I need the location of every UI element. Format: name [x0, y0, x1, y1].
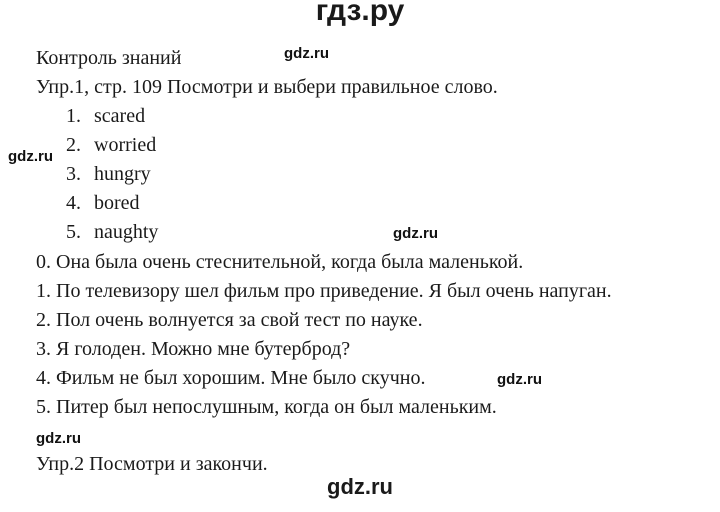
word-list-number: 2. — [66, 134, 81, 156]
word-list-number: 3. — [66, 163, 81, 185]
sentence-line: 2. Пол очень волнуется за свой тест по науке. — [36, 309, 423, 331]
sentence-line: 5. Питер был непослушным, когда он был маленьким. — [36, 396, 497, 418]
word-list-word: bored — [94, 192, 140, 214]
word-list-item — [66, 220, 158, 244]
watermark: gdz.ru — [284, 45, 329, 62]
exercise-2-heading: Упр.2 Посмотри и закончи. — [36, 453, 268, 475]
word-list-number: 4. — [66, 192, 81, 214]
word-list-number: 1. — [66, 105, 81, 127]
footer-site-link[interactable]: gdz.ru — [327, 474, 393, 499]
sentence-line: 3. Я голоден. Можно мне бутерброд? — [36, 338, 351, 360]
word-list-number: 5. — [66, 221, 81, 243]
watermark: gdz.ru — [497, 371, 542, 388]
word-list-item — [66, 191, 140, 215]
watermark: gdz.ru — [8, 148, 53, 165]
word-list-word: worried — [94, 134, 157, 156]
word-list-item — [66, 133, 156, 157]
word-list-item — [66, 104, 145, 128]
sentence-line: 0. Она была очень стеснительной, когда была маленькой. — [36, 251, 524, 273]
word-list-word: naughty — [94, 221, 159, 243]
sentence-line: 4. Фильм не был хорошим. Мне было скучно. — [36, 367, 426, 389]
section-title: Контроль знаний — [36, 47, 182, 69]
watermark: gdz.ru — [393, 225, 438, 242]
exercise-1-heading: Упр.1, стр. 109 Посмотри и выбери правильное слово. — [36, 76, 498, 98]
word-list-word: scared — [94, 105, 146, 127]
site-header-title: гдз.ру — [315, 0, 405, 27]
word-list-item — [66, 162, 151, 186]
word-list-word: hungry — [94, 163, 151, 185]
watermark: gdz.ru — [36, 430, 81, 447]
sentence-line: 1. По телевизору шел фильм про приведение. Я был очень напуган. — [36, 280, 612, 302]
